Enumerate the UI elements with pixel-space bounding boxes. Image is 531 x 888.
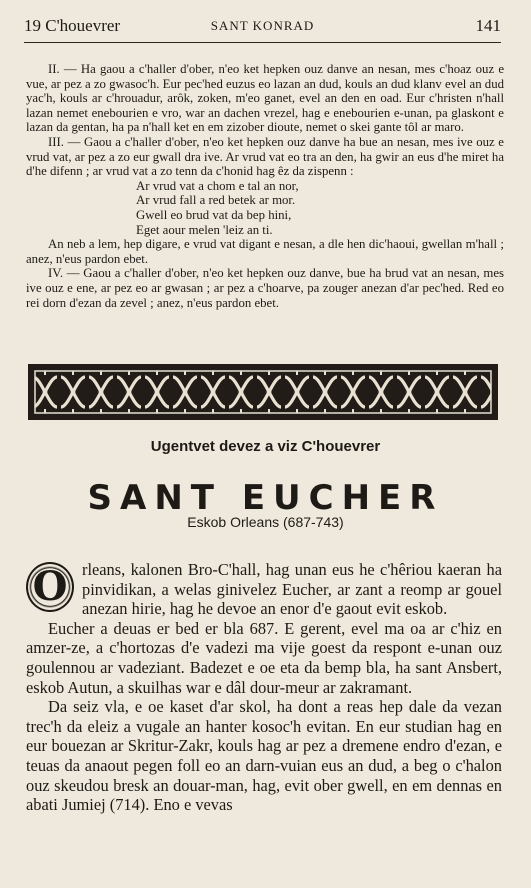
- verse-line: Ar vrud fall a red betek ar mor.: [136, 193, 296, 208]
- paragraph-iv: IV. — Gaou a c'haller d'ober, n'eo ket hepken ouz danve, bue ha brud vat an nesan, mes ive ouz e ene, ar pez eo ar gwasan ; ar pez a c'hoarve, pa zouger anezan d'ar pec'hed. Red eo rei dorn d'ezan da zevel ; anez, n'eus pardon ebet.: [26, 266, 504, 310]
- verse-line: Gwell eo brud vat da bep hini,: [136, 207, 292, 222]
- bio-paragraph-1: rleans, kalonen Bro-C'hall, hag unan eus he c'hêriou kaeran ha pinvidikan, a welas ginivelez Eucher, ar zant a reomp ar gouel anezan hirie, hag he devoe an enor d'e gaout evit eskob.: [82, 560, 502, 619]
- bio-paragraph-2: Eucher a deuas er bed er bla 687. E gerent, evel ma oa ar c'hiz en amzer-ze, a c'hortozas d'e vadezi ma vije goest da respont e-unan ouz goulennou ar vadeziant. Badezet e oe eta da bemp bla, ha sant Ansbert, eskob Autun, a skuilhas war e dâl dour-meur ar zakramant.: [26, 618, 502, 697]
- paragraph-iii: III. — Gaou a c'haller d'ober, n'eo ket hepken ouz danve ha bue an nesan, mes ive ouz e vrud vat, ar pez a zo eur gwall dra ive. Ar vrud vat eo tra an den, ha gwir an eus d'he miret ha d'he difenn ; ar vrud vat a zo tenn da c'honid hag êz da zispenn :: [26, 134, 504, 179]
- ornamental-border-band: [28, 364, 498, 420]
- page-date: 19 C'houevrer: [24, 16, 121, 35]
- page-number: 141: [475, 16, 501, 35]
- prayer-section: [26, 62, 504, 310]
- running-title: SANT KONRAD: [210, 18, 315, 33]
- proverb-verse: [136, 179, 504, 237]
- saint-biography: [26, 560, 502, 815]
- bio-paragraph-3: Da seiz vla, e oe kaset d'ar skol, ha dont a reas hep dale da vezan trec'h da eleiz a vugale an hanter kosoc'h evitan. En eur studian hag en eur bouezan ar Skritur-Zakr, kouls hag ar pez a dremene endro d'ezan, e teuas da anaout pegen foll eo an darn-vuian eus an dud, a beg o c'halon ouz skeudou bresk an douar-man, hag, evit ober gwell, en em dennas en abati Jumiej (714). Eno e vevas: [26, 697, 502, 815]
- header-rule: [24, 42, 501, 43]
- saint-subtitle: Eskob Orleans (687-743): [187, 514, 344, 530]
- verse-line: Eget aour melen 'leiz an ti.: [136, 222, 273, 237]
- verse-line: Ar vrud vat a chom e tal an nor,: [136, 178, 299, 193]
- paragraph-ii: II. — Ha gaou a c'haller d'ober, n'eo ket hepken ouz danve an nesan, mes c'hoaz ouz e vue, ar pez a zo gwasoc'h. Eur pec'hed euzus eo lazan an dud, kouls an dud klanv evel an dud yac'h, kouls ar c'hrouadur, arôk, zoken, m'eo ganet, evel an den en oad. Eur c'hristen n'hall lazan nemet enebourien e vro, war an dachen vrezel, hag e enebourien e-unan, pa glaskont e lazan da gentan, ha pa n'hall ket en em zizober dioute, nemet o skei gante tôl ar maro.: [26, 62, 504, 135]
- page-header: [24, 16, 501, 40]
- paragraph-iii-end: An neb a lem, hep digare, e vrud vat digant e nesan, a dle hen dic'haoui, gwellan m'hall ; anez, n'eus pardon ebet.: [26, 237, 504, 266]
- drop-cap-initial: O: [26, 562, 74, 612]
- feast-day-heading: Ugentvet devez a viz C'houevrer: [150, 438, 381, 455]
- saint-title: SANT EUCHER: [87, 478, 444, 518]
